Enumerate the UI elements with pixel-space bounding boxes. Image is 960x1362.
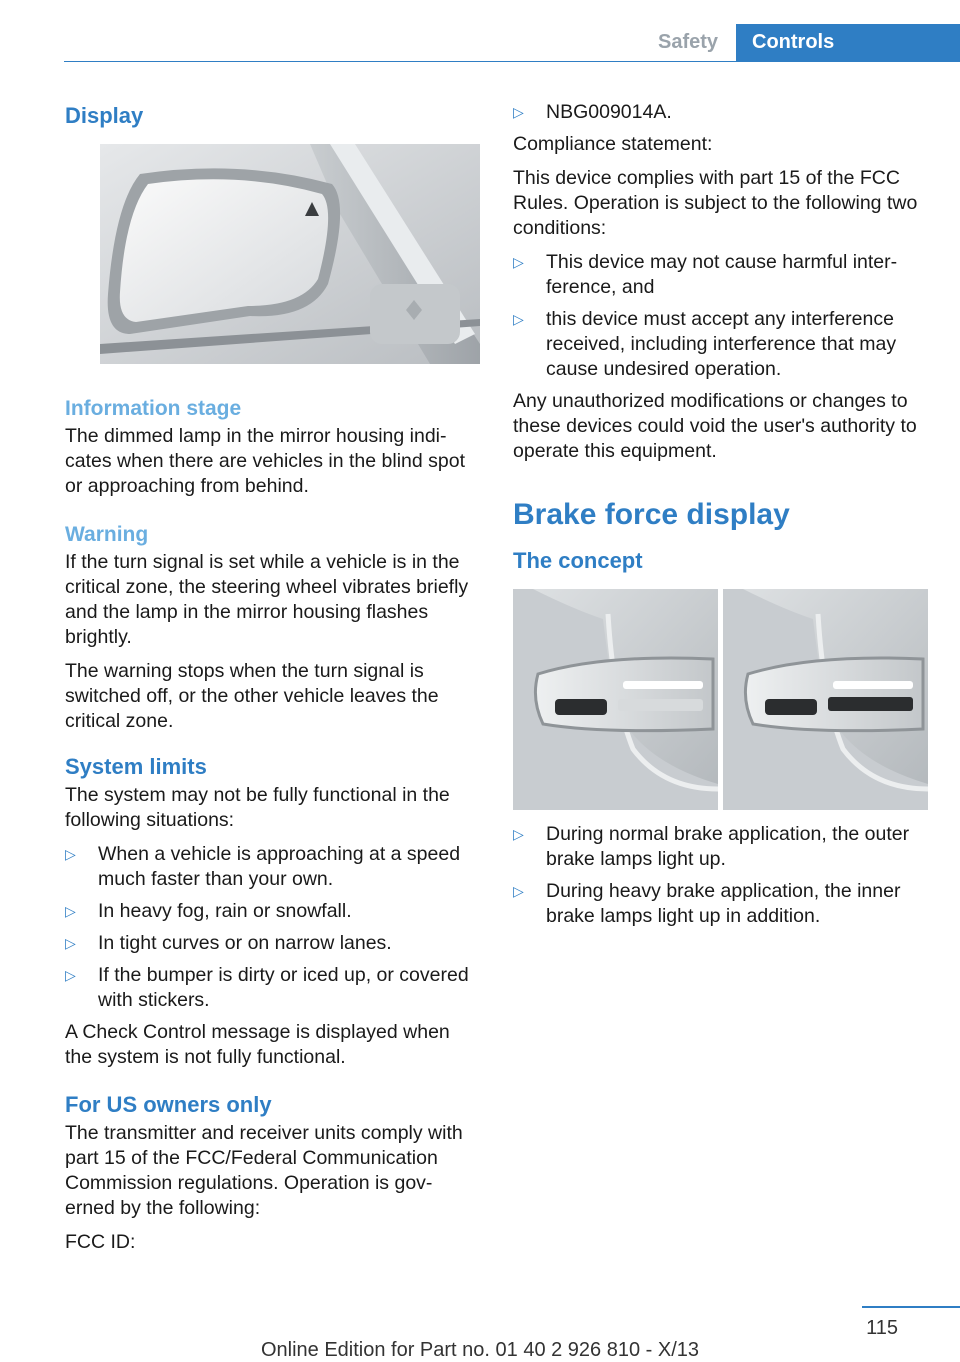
fcc-id-list bbox=[513, 100, 931, 125]
page-number: 115 bbox=[866, 1317, 898, 1339]
us-owners-heading: For US owners only bbox=[65, 1092, 272, 1117]
right-column bbox=[513, 100, 931, 936]
list-item: ▷ This device may not cause harmful inter‐ference, and bbox=[513, 251, 898, 298]
header-rule bbox=[64, 61, 960, 62]
edition-text: Online Edition for Part no. 01 40 2 926 810 - X/13 bbox=[260, 1339, 700, 1361]
triangle-right-icon: ▷ bbox=[65, 846, 76, 862]
brake-list bbox=[513, 822, 931, 929]
triangle-right-icon: ▷ bbox=[513, 104, 524, 120]
list-item: ▷ During normal brake application, the outer brake lamps light up. bbox=[513, 823, 910, 870]
list-item: ▷ In tight curves or on narrow lanes. bbox=[65, 932, 392, 954]
system-limits-list bbox=[65, 842, 480, 1013]
display-heading: Display bbox=[65, 103, 144, 128]
triangle-right-icon: ▷ bbox=[513, 254, 524, 270]
fcc-id-label: FCC ID: bbox=[65, 1231, 136, 1253]
brake-lamps-normal bbox=[513, 589, 718, 810]
triangle-right-icon: ▷ bbox=[65, 935, 76, 951]
us-owners-text: The transmitter and receiver units comply with part 15 of the FCC/Federal Communication Commission regulations. Operation is gov‐erned by the following: bbox=[65, 1122, 463, 1219]
conditions-list bbox=[513, 250, 931, 382]
triangle-right-icon: ▷ bbox=[513, 826, 524, 842]
information-stage-text: The dimmed lamp in the mirror housing indi‐cates when there are vehicles in the blind spot or approaching from behind. bbox=[65, 425, 465, 497]
triangle-right-icon: ▷ bbox=[513, 883, 524, 899]
modifications-text: Any unauthorized modifications or changes to these devices could void the user's authority to operate this equipment. bbox=[513, 390, 917, 462]
brake-lamps-image bbox=[513, 589, 928, 810]
list-item: ▷ When a vehicle is approaching at a speed much faster than your own. bbox=[65, 843, 461, 890]
brake-lamps-heavy bbox=[723, 589, 928, 810]
system-limits-after: A Check Control message is displayed when the system is not fully functional. bbox=[65, 1021, 450, 1068]
list-item: ▷ In heavy fog, rain or snowfall. bbox=[65, 900, 352, 922]
header-tab-safety[interactable]: Safety bbox=[657, 31, 719, 53]
warning-text-2: The warning stops when the turn signal is switched off, or the other vehicle leaves the critical zone. bbox=[65, 660, 439, 732]
triangle-right-icon: ▷ bbox=[65, 903, 76, 919]
concept-heading: The concept bbox=[513, 548, 643, 573]
information-stage-heading: Information stage bbox=[65, 397, 242, 420]
list-item: ▷ this device must accept any interference received, including interference that may cause undesired operation. bbox=[513, 308, 897, 380]
list-item: ▷ If the bumper is dirty or iced up, or covered with stickers. bbox=[65, 964, 469, 1011]
system-limits-intro: The system may not be fully functional in the following situations: bbox=[65, 784, 450, 831]
compliance-label: Compliance statement: bbox=[513, 133, 713, 155]
triangle-right-icon: ▷ bbox=[65, 967, 76, 983]
left-column bbox=[65, 100, 480, 1264]
warning-text-1: If the turn signal is set while a vehicle is in the critical zone, the steering wheel vibrates briefly and the lamp in the mirror housing flashes brightly. bbox=[65, 551, 469, 648]
footer-rule bbox=[862, 1306, 960, 1308]
compliance-text: This device complies with part 15 of the FCC Rules. Operation is subject to the following two conditions: bbox=[513, 167, 918, 239]
warning-heading: Warning bbox=[65, 523, 149, 546]
list-item: ▷ During heavy brake application, the inner brake lamps light up in addition. bbox=[513, 880, 901, 927]
triangle-right-icon: ▷ bbox=[513, 311, 524, 327]
system-limits-heading: System limits bbox=[65, 754, 207, 779]
brake-force-heading: Brake force display bbox=[513, 498, 790, 531]
list-item: ▷ NBG009014A. bbox=[513, 101, 672, 123]
header-tab-controls[interactable]: Controls bbox=[736, 24, 960, 61]
mirror-image bbox=[100, 144, 480, 364]
